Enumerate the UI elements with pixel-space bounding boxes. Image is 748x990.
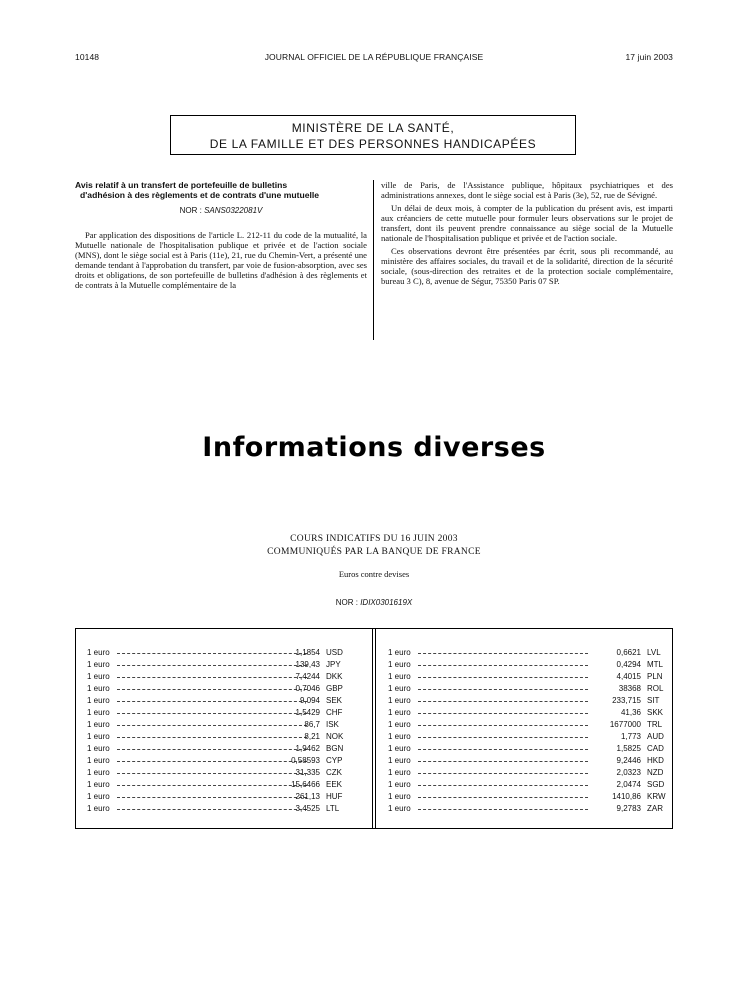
avis-title [75, 180, 367, 200]
rate-value: 9,2783 [616, 804, 641, 813]
rate-label: 1 euro [388, 648, 411, 657]
avis-paragraph-2: ville de Paris, de l'Assistance publique, hôpitaux psychiatriques et des administrations annexes, dont le siège social est à Paris (3e), 52, rue de Sévigné. [381, 180, 673, 200]
rate-value: 3,4525 [295, 804, 320, 813]
rate-row [87, 779, 364, 791]
rate-label: 1 euro [388, 672, 411, 681]
rate-label: 1 euro [388, 780, 411, 789]
leader-dots [418, 737, 588, 738]
table-divider-2 [375, 629, 376, 828]
leader-dots [418, 653, 588, 654]
currency-code: CHF [326, 708, 343, 717]
rate-row [87, 755, 364, 767]
leader-dots [418, 713, 588, 714]
currency-code: AUD [647, 732, 664, 741]
cours-title-line-2: COMMUNIQUÉS PAR LA BANQUE DE FRANCE [267, 547, 481, 557]
rate-value: 9,094 [299, 696, 320, 705]
currency-code: HUF [326, 792, 343, 801]
leader-dots [418, 809, 588, 810]
rate-row [388, 671, 666, 683]
rate-label: 1 euro [87, 792, 110, 801]
rate-label: 1 euro [87, 744, 110, 753]
column-divider [373, 180, 374, 340]
rate-value: 0,7046 [295, 684, 320, 693]
avis-paragraph-4: Ces observations devront être présentées par écrit, sous pli recommandé, au ministère des affaires sociales, du travail et de la solidarité, direction de la sécurité sociale, (sous-direction des retraites et de la protection sociale complémentaire, bureau 3 C), 8, avenue de Ségur, 75350 Paris 07 SP. [381, 246, 673, 286]
cours-nor [0, 598, 748, 607]
rate-label: 1 euro [388, 708, 411, 717]
rate-label: 1 euro [388, 744, 411, 753]
rate-value: 1,9462 [295, 744, 320, 753]
rate-value: 31,335 [295, 768, 320, 777]
page-number: 10148 [75, 52, 100, 62]
rate-value: 1,773 [620, 732, 641, 741]
rate-row [87, 731, 364, 743]
rate-row [87, 791, 364, 803]
rate-label: 1 euro [87, 672, 110, 681]
rate-row [388, 803, 666, 815]
avis-nor-code: SANS0322081V [204, 206, 263, 215]
exchange-rate-table [75, 628, 673, 829]
rate-value: 2,0474 [616, 780, 641, 789]
currency-code: SEK [326, 696, 343, 705]
rate-value: 86,7 [304, 720, 320, 729]
rate-row [388, 707, 666, 719]
currency-code: SKK [647, 708, 664, 717]
rate-label: 1 euro [87, 768, 110, 777]
rate-value: 4,4015 [616, 672, 641, 681]
leader-dots [418, 785, 588, 786]
avis-title-line-1: Avis relatif à un transfert de portefeuille de bulletins [75, 180, 288, 190]
rate-row [388, 755, 666, 767]
currency-code: ROL [647, 684, 664, 693]
rate-label: 1 euro [87, 696, 110, 705]
rate-row [87, 803, 364, 815]
rates-right-column [388, 647, 666, 815]
rate-row [388, 791, 666, 803]
rate-row [388, 647, 666, 659]
rate-label: 1 euro [87, 756, 110, 765]
rate-value: 41,36 [620, 708, 641, 717]
rate-label: 1 euro [87, 732, 110, 741]
currency-code: NOK [326, 732, 344, 741]
rate-label: 1 euro [87, 708, 110, 717]
currency-code: LTL [326, 804, 340, 813]
cours-title-line-1: COURS INDICATIFS DU 16 JUIN 2003 [290, 534, 458, 544]
rate-row [388, 683, 666, 695]
leader-dots [418, 749, 588, 750]
rate-label: 1 euro [388, 696, 411, 705]
ministry-line-1: MINISTÈRE DE LA SANTÉ, [291, 121, 455, 135]
cours-nor-label: NOR : [335, 598, 358, 607]
rate-row [388, 719, 666, 731]
rate-value: 0,4294 [616, 660, 641, 669]
currency-code: SIT [647, 696, 660, 705]
rate-value: 233,715 [612, 696, 641, 705]
avis-title-line-2: d'adhésion à des règlements et de contrats d'une mutuelle [80, 190, 320, 200]
rates-left-column [87, 647, 364, 815]
rate-value: 15,6466 [291, 780, 320, 789]
rate-value: 139,43 [295, 660, 320, 669]
rate-label: 1 euro [87, 648, 110, 657]
rate-value: 8,21 [304, 732, 320, 741]
rate-row [388, 767, 666, 779]
rate-label: 1 euro [388, 720, 411, 729]
rate-row [388, 731, 666, 743]
leader-dots [418, 689, 588, 690]
leader-dots [418, 725, 588, 726]
table-divider-1 [372, 629, 373, 828]
avis-right-column [381, 180, 673, 286]
rate-value: 2,0323 [616, 768, 641, 777]
leader-dots [418, 761, 588, 762]
currency-code: USD [326, 648, 343, 657]
rate-row [87, 767, 364, 779]
rate-label: 1 euro [87, 660, 110, 669]
rate-row [87, 647, 364, 659]
rate-label: 1 euro [388, 792, 411, 801]
currency-code: HKD [647, 756, 664, 765]
currency-code: BGN [326, 744, 344, 753]
currency-code: SGD [647, 780, 665, 789]
rate-label: 1 euro [87, 804, 110, 813]
rate-value: 0,58593 [291, 756, 320, 765]
rate-row [388, 743, 666, 755]
rate-label: 1 euro [388, 660, 411, 669]
avis-nor [75, 206, 367, 216]
currency-code: MTL [647, 660, 663, 669]
leader-dots [418, 701, 588, 702]
rate-value: 1677000 [609, 720, 641, 729]
section-title: Informations diverses [202, 432, 546, 463]
rate-row [87, 671, 364, 683]
rate-value: 1410,86 [612, 792, 641, 801]
currency-code: GBP [326, 684, 343, 693]
rate-value: 1,5429 [295, 708, 320, 717]
rate-row [87, 683, 364, 695]
avis-left-column [75, 180, 367, 290]
currency-code: TRL [647, 720, 663, 729]
rate-row [388, 695, 666, 707]
rate-value: 9,2446 [616, 756, 641, 765]
currency-code: CZK [326, 768, 342, 777]
rate-label: 1 euro [388, 768, 411, 777]
currency-code: PLN [647, 672, 663, 681]
rate-label: 1 euro [87, 780, 110, 789]
currency-code: DKK [326, 672, 343, 681]
currency-code: JPY [326, 660, 341, 669]
rate-value: 261,13 [295, 792, 320, 801]
rate-label: 1 euro [87, 684, 110, 693]
leader-dots [418, 773, 588, 774]
rate-value: 38368 [618, 684, 641, 693]
rate-label: 1 euro [388, 732, 411, 741]
rate-row [87, 707, 364, 719]
avis-paragraph-3: Un délai de deux mois, à compter de la publication du présent avis, est imparti aux créanciers de cette mutuelle pour formuler leurs observations sur le projet de transfert, dont ils peuvent prendre connaissance au siège social de la Mutuelle nationale de l'hospitalisation publique et privée et de l'action sociale. [381, 203, 673, 243]
rate-value: 1,5825 [616, 744, 641, 753]
currency-code: NZD [647, 768, 664, 777]
currency-code: ISK [326, 720, 339, 729]
rate-row [87, 695, 364, 707]
rate-row [87, 743, 364, 755]
cours-nor-code: IDIX0301619X [360, 598, 413, 607]
rate-value: 7,4244 [295, 672, 320, 681]
currency-code: LVL [647, 648, 661, 657]
avis-paragraph-1: Par application des dispositions de l'article L. 212-11 du code de la mutualité, la Mutuelle nationale de l'hospitalisation publique et privée et de l'action sociale (MNS), dont le siège social est à Paris (11e), 21, rue du Chemin-Vert, a présenté une demande tendant à l'approbation du transfert, par voie de fusion-absorption, avec ses droits et obligations, de son portefeuille de bulletins d'adhésion à des règlements et de contrats à la Mutuelle complémentaire de la [75, 230, 367, 290]
currency-code: CAD [647, 744, 664, 753]
ministry-line-2: DE LA FAMILLE ET DES PERSONNES HANDICAPÉES [209, 137, 537, 151]
rate-label: 1 euro [87, 720, 110, 729]
currency-code: KRW [647, 792, 666, 801]
ministry-box [170, 115, 576, 155]
leader-dots [418, 665, 588, 666]
leader-dots [418, 797, 588, 798]
rate-value: 0,6621 [616, 648, 641, 657]
rate-row [87, 659, 364, 671]
rate-value: 1,1854 [295, 648, 320, 657]
rate-row [388, 659, 666, 671]
currency-code: EEK [326, 780, 343, 789]
leader-dots [418, 677, 588, 678]
rate-label: 1 euro [388, 756, 411, 765]
currency-code: CYP [326, 756, 343, 765]
rate-label: 1 euro [388, 684, 411, 693]
cours-subtitle: Euros contre devises [338, 569, 410, 579]
currency-code: ZAR [647, 804, 663, 813]
rate-row [388, 779, 666, 791]
rate-row [87, 719, 364, 731]
rate-label: 1 euro [388, 804, 411, 813]
journal-title: JOURNAL OFFICIEL DE LA RÉPUBLIQUE FRANÇAISE [264, 52, 484, 62]
avis-nor-label: NOR : [179, 206, 202, 215]
publication-date: 17 juin 2003 [625, 52, 673, 62]
